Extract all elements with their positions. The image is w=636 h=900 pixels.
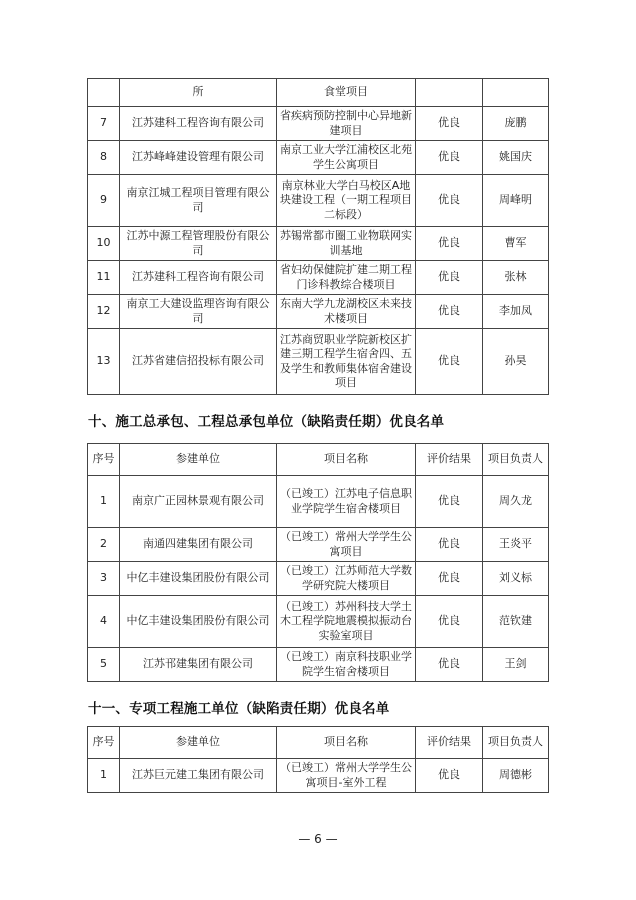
cell-project: 苏锡常都市圈工业物联网实训基地 xyxy=(277,227,416,261)
cell-no: 3 xyxy=(88,562,120,596)
cell-unit: 江苏邗建集团有限公司 xyxy=(120,648,277,682)
header-no: 序号 xyxy=(88,727,120,759)
cell-project: 江苏商贸职业学院新校区扩建三期工程学生宿舍四、五及学生和教师集体宿舍建设项目 xyxy=(277,329,416,395)
cell-no: 2 xyxy=(88,528,120,562)
table-row xyxy=(88,295,549,329)
table-row xyxy=(88,528,549,562)
cell-result: 优良 xyxy=(416,295,483,329)
cell-no: 4 xyxy=(88,596,120,648)
cell-leader: 庞鹏 xyxy=(483,107,549,141)
header-no: 序号 xyxy=(88,444,120,476)
cell-leader xyxy=(483,79,549,107)
cell-project: （已竣工）江苏电子信息职业学院学生宿舍楼项目 xyxy=(277,476,416,528)
cell-unit: 江苏建科工程咨询有限公司 xyxy=(120,261,277,295)
header-result: 评价结果 xyxy=(416,727,483,759)
cell-no: 5 xyxy=(88,648,120,682)
cell-unit: 南京江城工程项目管理有限公司 xyxy=(120,175,277,227)
cell-leader: 王炎平 xyxy=(483,528,549,562)
header-unit: 参建单位 xyxy=(120,727,277,759)
table-row xyxy=(88,476,549,528)
cell-no xyxy=(88,79,120,107)
cell-result: 优良 xyxy=(416,562,483,596)
table-monitoring-units xyxy=(87,78,549,395)
table-row xyxy=(88,596,549,648)
table-row xyxy=(88,648,549,682)
cell-project: （已竣工）江苏师范大学数学研究院大楼项目 xyxy=(277,562,416,596)
cell-project: （已竣工）苏州科技大学土木工程学院地震模拟振动台实验室项目 xyxy=(277,596,416,648)
cell-no: 13 xyxy=(88,329,120,395)
cell-no: 11 xyxy=(88,261,120,295)
cell-project: （已竣工）南京科技职业学院学生宿舍楼项目 xyxy=(277,648,416,682)
cell-project: 南京工业大学江浦校区北苑学生公寓项目 xyxy=(277,141,416,175)
table-row xyxy=(88,261,549,295)
cell-unit: 所 xyxy=(120,79,277,107)
cell-unit: 江苏中源工程管理股份有限公司 xyxy=(120,227,277,261)
cell-result: 优良 xyxy=(416,596,483,648)
header-leader: 项目负责人 xyxy=(483,444,549,476)
header-project: 项目名称 xyxy=(277,444,416,476)
cell-unit: 南通四建集团有限公司 xyxy=(120,528,277,562)
table-row xyxy=(88,759,549,793)
section-11-title: 十一、专项工程施工单位（缺陷责任期）优良名单 xyxy=(88,701,390,717)
cell-result: 优良 xyxy=(416,175,483,227)
cell-unit: 江苏峰峰建设管理有限公司 xyxy=(120,141,277,175)
cell-unit: 中亿丰建设集团股份有限公司 xyxy=(120,562,277,596)
cell-no: 10 xyxy=(88,227,120,261)
header-leader: 项目负责人 xyxy=(483,727,549,759)
cell-result: 优良 xyxy=(416,107,483,141)
cell-project: 省妇幼保健院扩建二期工程门诊科教综合楼项目 xyxy=(277,261,416,295)
header-unit: 参建单位 xyxy=(120,444,277,476)
table-row xyxy=(88,175,549,227)
cell-leader: 范钦建 xyxy=(483,596,549,648)
table-special-contractors xyxy=(87,726,549,793)
cell-result: 优良 xyxy=(416,261,483,295)
cell-leader: 周德彬 xyxy=(483,759,549,793)
cell-unit: 南京工大建设监理咨询有限公司 xyxy=(120,295,277,329)
header-result: 评价结果 xyxy=(416,444,483,476)
cell-leader: 周久龙 xyxy=(483,476,549,528)
cell-result: 优良 xyxy=(416,141,483,175)
header-project: 项目名称 xyxy=(277,727,416,759)
cell-no: 8 xyxy=(88,141,120,175)
cell-result: 优良 xyxy=(416,329,483,395)
cell-no: 9 xyxy=(88,175,120,227)
table-general-contractors xyxy=(87,443,549,682)
cell-leader: 李加凤 xyxy=(483,295,549,329)
table-header-row xyxy=(88,444,549,476)
cell-unit: 南京广正园林景观有限公司 xyxy=(120,476,277,528)
cell-no: 7 xyxy=(88,107,120,141)
table-row xyxy=(88,141,549,175)
cell-result: 优良 xyxy=(416,759,483,793)
cell-no: 1 xyxy=(88,759,120,793)
cell-leader: 孙昊 xyxy=(483,329,549,395)
cell-unit: 江苏建科工程咨询有限公司 xyxy=(120,107,277,141)
cell-result xyxy=(416,79,483,107)
table-row xyxy=(88,329,549,395)
cell-project: 省疾病预防控制中心异地新建项目 xyxy=(277,107,416,141)
cell-unit: 江苏巨元建工集团有限公司 xyxy=(120,759,277,793)
cell-no: 12 xyxy=(88,295,120,329)
cell-leader: 刘义标 xyxy=(483,562,549,596)
table-row xyxy=(88,562,549,596)
table-row xyxy=(88,79,549,107)
cell-result: 优良 xyxy=(416,528,483,562)
cell-unit: 中亿丰建设集团股份有限公司 xyxy=(120,596,277,648)
cell-project: （已竣工）常州大学学生公寓项目 xyxy=(277,528,416,562)
cell-result: 优良 xyxy=(416,476,483,528)
cell-no: 1 xyxy=(88,476,120,528)
cell-leader: 张林 xyxy=(483,261,549,295)
cell-project: 南京林业大学白马校区A地块建设工程（一期工程项目二标段） xyxy=(277,175,416,227)
cell-result: 优良 xyxy=(416,227,483,261)
section-10-title: 十、施工总承包、工程总承包单位（缺陷责任期）优良名单 xyxy=(88,414,445,430)
table-row xyxy=(88,227,549,261)
cell-unit: 江苏省建信招投标有限公司 xyxy=(120,329,277,395)
cell-project: （已竣工）常州大学学生公寓项目-室外工程 xyxy=(277,759,416,793)
cell-project: 东南大学九龙湖校区未来技术楼项目 xyxy=(277,295,416,329)
table-row xyxy=(88,107,549,141)
page-number: — 6 — xyxy=(298,832,338,846)
cell-leader: 姚国庆 xyxy=(483,141,549,175)
table-header-row xyxy=(88,727,549,759)
cell-leader: 王剑 xyxy=(483,648,549,682)
cell-result: 优良 xyxy=(416,648,483,682)
cell-leader: 曹军 xyxy=(483,227,549,261)
cell-leader: 周峰明 xyxy=(483,175,549,227)
cell-project: 食堂项目 xyxy=(277,79,416,107)
